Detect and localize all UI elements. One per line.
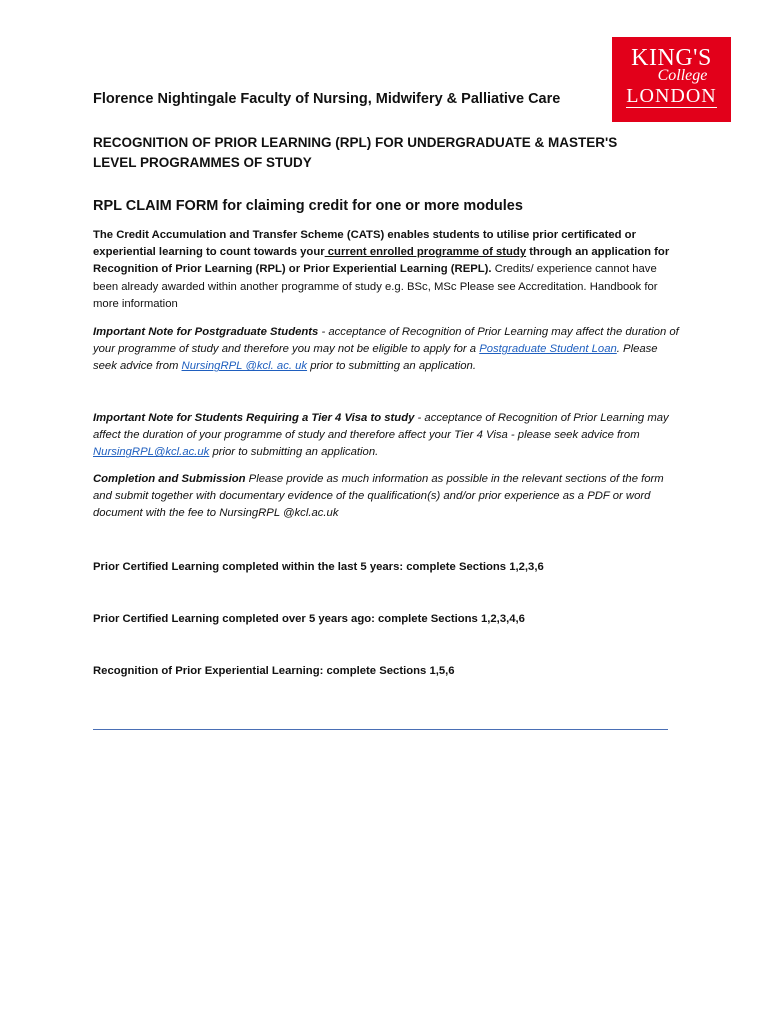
logo-line-london: LONDON xyxy=(626,85,717,107)
logo-line-kings: KING'S xyxy=(631,45,712,71)
tier4-note-lead: Important Note for Students Requiring a Tier 4 Visa to study xyxy=(93,412,415,424)
completion-note-lead: Completion and Submission xyxy=(93,473,246,485)
postgraduate-note-text-2: . Please seek advice from xyxy=(93,343,658,373)
form-title: RPL CLAIM FORM for claiming credit for one or more modules xyxy=(93,198,523,214)
kings-college-logo xyxy=(612,37,731,122)
rpl-title xyxy=(93,133,683,173)
intro-underlined: current enrolled programme of study xyxy=(324,246,527,259)
tier4-note-text-1: - acceptance of Recognition of Prior Learning may affect the duration of your programme of study and therefore affect your Tier 4 Visa - please seek advice from xyxy=(93,412,669,442)
postgraduate-note-lead: Important Note for Postgraduate Students xyxy=(93,326,319,338)
intro-bold-2: through an application for Recognition of Prior Learning (RPL) or Prior Experiential Learning (REPL). xyxy=(93,246,670,276)
postgraduate-loan-link[interactable]: Postgraduate Student Loan xyxy=(479,343,617,356)
intro-paragraph xyxy=(93,227,683,313)
nursing-rpl-email-link-2[interactable]: NursingRPL@kcl.ac.uk xyxy=(93,446,210,459)
rpl-title-line-2: LEVEL PROGRAMMES OF STUDY xyxy=(93,155,312,170)
faculty-heading: Florence Nightingale Faculty of Nursing, Midwifery & Palliative Care xyxy=(93,91,561,107)
logo-line-college: College xyxy=(657,67,708,84)
option-certified-over-5-years: Prior Certified Learning completed over 5 years ago: complete Sections 1,2,3,4,6 xyxy=(93,613,525,625)
intro-rest: Credits/ experience cannot have been already awarded within another programme of study e.g. BSc, MSc Please see Accreditation. Handbook for more information xyxy=(93,263,658,310)
option-experiential-learning: Recognition of Prior Experiential Learning: complete Sections 1,5,6 xyxy=(93,665,455,677)
completion-note-text: Please provide as much information as possible in the relevant sections of the form and submit together with documentary evidence of the qualification(s) and/or prior experience as a PDF or word document with the fee to NursingRPL @kcl.ac.uk xyxy=(93,473,664,520)
completion-submission-note xyxy=(93,471,683,523)
intro-bold-1: The Credit Accumulation and Transfer Scheme (CATS) enables students to utilise prior certificated or experiential learning to count towards your xyxy=(93,229,636,259)
postgraduate-note xyxy=(93,324,683,376)
option-certified-within-5-years: Prior Certified Learning completed within the last 5 years: complete Sections 1,2,3,6 xyxy=(93,561,544,573)
tier4-visa-note xyxy=(93,410,683,462)
postgraduate-note-text-3: prior to submitting an application. xyxy=(307,360,476,373)
divider-line xyxy=(93,729,668,730)
nursing-rpl-email-link-1[interactable]: NursingRPL @kcl. ac. uk xyxy=(181,360,308,373)
tier4-note-text-2: prior to submitting an application. xyxy=(209,446,379,459)
postgraduate-note-text-1: - acceptance of Recognition of Prior Learning may affect the duration of your programme of study and therefore you may not be eligible to apply for a xyxy=(93,326,679,356)
rpl-title-line-1: RECOGNITION OF PRIOR LEARNING (RPL) FOR UNDERGRADUATE & MASTER'S xyxy=(93,135,618,150)
